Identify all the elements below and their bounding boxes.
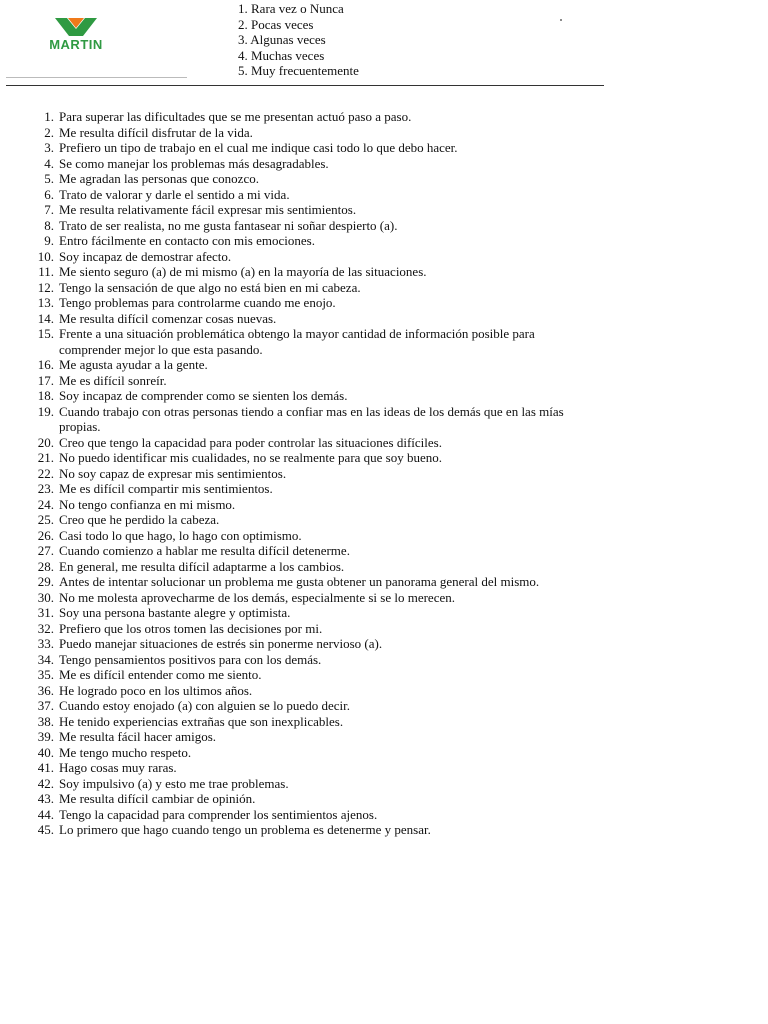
item-number: 39. <box>37 729 54 744</box>
item-text: Trato de valorar y darle el sentido a mi vida. <box>59 186 290 202</box>
questionnaire-item <box>20 698 600 714</box>
item-number: 45. <box>37 822 54 837</box>
item-number: 19. <box>37 403 54 419</box>
item-number: 18. <box>37 388 54 403</box>
item-text: Puedo manejar situaciones de estrés sin ponerme nervioso (a). <box>59 636 383 651</box>
questionnaire-item <box>20 574 600 590</box>
questionnaire-item <box>20 729 600 745</box>
item-number: 14. <box>37 310 54 326</box>
item-number: 22. <box>37 465 54 481</box>
item-number: 34. <box>37 651 54 667</box>
item-text: Me resulta difícil disfrutar de la vida. <box>59 124 253 140</box>
item-text: Me es difícil sonreír. <box>59 372 167 388</box>
questionnaire-item <box>20 652 600 668</box>
item-number: 15. <box>37 326 54 341</box>
item-number: 23. <box>37 481 54 496</box>
item-text: Cuando comienzo a hablar me resulta difícil detenerme. <box>59 543 350 558</box>
item-text: Tengo problemas para controlarme cuando me enojo. <box>59 295 336 310</box>
item-number: 25. <box>37 512 54 527</box>
item-number: 41. <box>37 760 54 775</box>
item-text: Antes de intentar solucionar un problema me gusta obtener un panorama general del mismo. <box>59 574 540 589</box>
questionnaire-item <box>20 822 600 838</box>
questionnaire-item <box>20 791 600 807</box>
item-number: 35. <box>37 667 54 682</box>
item-text: Tengo la sensación de que algo no está bien en mi cabeza. <box>59 279 361 295</box>
item-text: Me agusta ayudar a la gente. <box>59 357 208 372</box>
item-number: 1. <box>44 109 54 124</box>
logo-text: MARTIN <box>49 37 103 52</box>
questionnaire-item <box>20 683 600 699</box>
item-text: Soy impulsivo (a) y esto me trae problemas. <box>59 775 289 791</box>
scale-option: 1. Rara vez o Nunca <box>238 1 344 16</box>
item-number: 27. <box>37 543 54 558</box>
questionnaire-item <box>20 326 600 357</box>
questionnaire-item <box>20 590 600 606</box>
questionnaire-item <box>20 357 600 373</box>
questionnaire-item <box>20 714 600 730</box>
item-number: 11. <box>38 264 54 279</box>
item-number: 44. <box>37 806 54 822</box>
questionnaire-item <box>20 543 600 559</box>
item-number: 32. <box>37 620 54 636</box>
item-number: 13. <box>37 295 54 310</box>
questionnaire-item <box>20 497 600 513</box>
item-number: 28. <box>37 558 54 574</box>
item-number: 37. <box>37 698 54 713</box>
item-text: Me es difícil compartir mis sentimientos. <box>59 481 273 496</box>
item-text: Soy una persona bastante alegre y optimista. <box>59 605 291 620</box>
item-text: He tenido experiencias extrañas que son inexplicables. <box>59 713 344 729</box>
item-text: Cuando trabajo con otras personas tiendo a confiar mas en las ideas de los demás que en las mías propias. <box>59 403 564 434</box>
item-text: No me molesta aprovecharme de los demás, especialmente si se lo merecen. <box>59 589 455 605</box>
item-number: 6. <box>44 186 54 202</box>
martin-logo <box>40 18 112 54</box>
header-divider <box>6 85 604 86</box>
item-number: 2. <box>44 124 54 140</box>
item-number: 20. <box>37 434 54 450</box>
item-text: Lo primero que hago cuando tengo un problema es detenerme y pensar. <box>59 822 431 837</box>
item-number: 33. <box>37 636 54 651</box>
item-number: 7. <box>44 202 54 217</box>
questionnaire-item <box>20 621 600 637</box>
questionnaire-item <box>20 125 600 141</box>
item-number: 38. <box>37 713 54 729</box>
item-number: 42. <box>37 775 54 791</box>
item-number: 8. <box>44 217 54 233</box>
questionnaire-item <box>20 776 600 792</box>
item-text: Casi todo lo que hago, lo hago con optimismo. <box>59 527 302 543</box>
item-text: Creo que he perdido la cabeza. <box>59 512 220 527</box>
questionnaire-item <box>20 280 600 296</box>
questionnaire-item <box>20 233 600 249</box>
item-text: Me resulta relativamente fácil expresar mis sentimientos. <box>59 202 357 217</box>
logo-divider <box>6 77 187 78</box>
item-text: Me resulta difícil comenzar cosas nuevas. <box>59 310 277 326</box>
item-text: He logrado poco en los ultimos años. <box>59 682 253 698</box>
questionnaire-item <box>20 481 600 497</box>
questionnaire-item <box>20 559 600 575</box>
item-number: 4. <box>44 155 54 171</box>
questionnaire-items <box>20 109 600 838</box>
questionnaire-item <box>20 450 600 466</box>
response-scale <box>238 1 359 79</box>
questionnaire-item <box>20 218 600 234</box>
item-text: Tengo pensamientos positivos para con los demás. <box>59 651 322 667</box>
item-number: 30. <box>37 589 54 605</box>
item-text: Frente a una situación problemática obtengo la mayor cantidad de información posible para comprender mejor lo que esta pasando. <box>59 326 535 357</box>
questionnaire-item <box>20 667 600 683</box>
item-number: 24. <box>37 496 54 512</box>
questionnaire-item <box>20 435 600 451</box>
questionnaire-item <box>20 202 600 218</box>
item-text: Hago cosas muy raras. <box>59 760 177 775</box>
item-number: 9. <box>44 233 54 248</box>
item-text: Me resulta fácil hacer amigos. <box>59 729 217 744</box>
item-number: 29. <box>37 574 54 589</box>
questionnaire-item <box>20 295 600 311</box>
questionnaire-item <box>20 140 600 156</box>
item-text: En general, me resulta difícil adaptarme a los cambios. <box>59 558 345 574</box>
item-number: 36. <box>37 682 54 698</box>
item-number: 31. <box>37 605 54 620</box>
questionnaire-item <box>20 156 600 172</box>
questionnaire-item <box>20 404 600 435</box>
item-number: 10. <box>37 248 54 264</box>
item-number: 3. <box>44 140 54 155</box>
item-text: No puedo identificar mis cualidades, no se realmente para que soy bueno. <box>59 450 443 465</box>
item-text: No tengo confianza en mi mismo. <box>59 496 236 512</box>
item-text: No soy capaz de expresar mis sentimientos. <box>59 465 287 481</box>
questionnaire-item <box>20 745 600 761</box>
item-text: Cuando estoy enojado (a) con alguien se lo puedo decir. <box>59 698 350 713</box>
item-number: 26. <box>37 527 54 543</box>
item-text: Se como manejar los problemas más desagradables. <box>59 155 329 171</box>
questionnaire-item <box>20 187 600 203</box>
item-text: Me tengo mucho respeto. <box>59 744 192 760</box>
martin-logo-icon <box>55 18 97 36</box>
item-text: Soy incapaz de comprender como se sienten los demás. <box>59 388 348 403</box>
item-text: Trato de ser realista, no me gusta fantasear ni soñar despierto (a). <box>59 217 398 233</box>
questionnaire-item <box>20 249 600 265</box>
item-number: 40. <box>37 744 54 760</box>
scale-option: 4. Muchas veces <box>238 47 325 63</box>
item-text: Me agradan las personas que conozco. <box>59 171 259 186</box>
scan-dot <box>560 19 562 21</box>
item-number: 21. <box>37 450 54 465</box>
item-text: Creo que tengo la capacidad para poder controlar las situaciones difíciles. <box>59 434 442 450</box>
questionnaire-item <box>20 466 600 482</box>
item-text: Para superar las dificultades que se me presentan actuó paso a paso. <box>59 109 412 124</box>
questionnaire-item <box>20 109 600 125</box>
item-text: Prefiero que los otros tomen las decisiones por mi. <box>59 620 323 636</box>
item-text: Soy incapaz de demostrar afecto. <box>59 248 232 264</box>
item-number: 5. <box>44 171 54 186</box>
item-number: 12. <box>37 279 54 295</box>
questionnaire-item <box>20 264 600 280</box>
questionnaire-item <box>20 807 600 823</box>
questionnaire-item <box>20 636 600 652</box>
item-text: Prefiero un tipo de trabajo en el cual me indique casi todo lo que debo hacer. <box>59 140 458 155</box>
item-number: 16. <box>37 357 54 372</box>
item-number: 17. <box>37 372 54 388</box>
item-text: Me resulta difícil cambiar de opinión. <box>59 791 256 806</box>
item-number: 43. <box>37 791 54 806</box>
item-text: Me es difícil entender como me siento. <box>59 667 262 682</box>
questionnaire-item <box>20 373 600 389</box>
questionnaire-item <box>20 388 600 404</box>
questionnaire-item <box>20 760 600 776</box>
scale-option: 3. Algunas veces <box>238 32 326 48</box>
scale-option: 2. Pocas veces <box>238 16 314 32</box>
item-text: Me siento seguro (a) de mi mismo (a) en la mayoría de las situaciones. <box>59 264 427 279</box>
questionnaire-item <box>20 605 600 621</box>
item-text: Tengo la capacidad para comprender los sentimientos ajenos. <box>59 806 378 822</box>
questionnaire-item <box>20 528 600 544</box>
questionnaire-item <box>20 512 600 528</box>
questionnaire-item <box>20 311 600 327</box>
questionnaire-item <box>20 171 600 187</box>
item-text: Entro fácilmente en contacto con mis emociones. <box>59 233 315 248</box>
scale-option: 5. Muy frecuentemente <box>238 63 359 79</box>
